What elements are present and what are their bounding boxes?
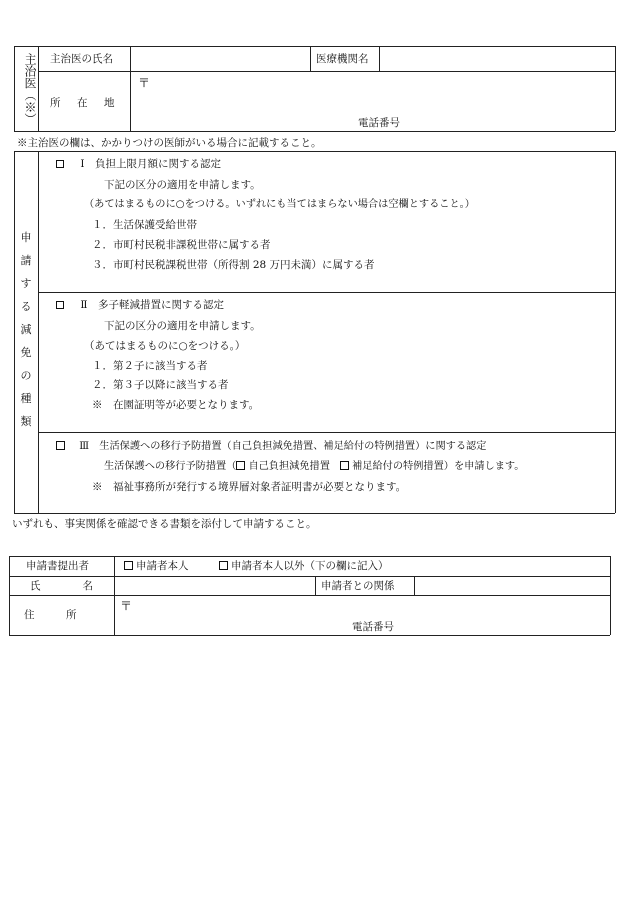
attach-note: いずれも、事実関係を確認できる書類を添付して申請すること。: [12, 518, 317, 530]
option2-title: Ⅱ 多子軽減措置に関する認定: [80, 299, 224, 311]
submitter-relation-label: 申請者との関係: [321, 580, 395, 592]
physician-note: ※主治医の欄は、かかりつけの医師がいる場合に記載すること。: [17, 137, 322, 149]
submitter-postal-mark: 〒: [120, 599, 133, 613]
submitter-label: 申請書提出者: [26, 560, 89, 572]
submitter-option-self[interactable]: 申請者本人: [124, 561, 189, 572]
option2-note: ※ 在園証明等が必要となります。: [92, 399, 260, 411]
physician-phone-label: 電話番号: [358, 117, 400, 129]
submitter-address-label: 住 所: [24, 609, 77, 621]
option2-title-row: [56, 300, 224, 311]
option2-item-1: １．第２子に該当する者: [92, 360, 208, 372]
institution-label: 医療機関名: [316, 53, 369, 65]
option3-checkbox[interactable]: [56, 441, 65, 450]
option1-title: Ⅰ 負担上限月額に関する認定: [80, 158, 221, 170]
submitter-phone-label: 電話番号: [352, 621, 394, 633]
option1-line2: （あてはまるものに○をつける。いずれにも当てはまらない場合は空欄とすること。）: [84, 199, 475, 210]
physician-address-label: 所 在 地: [50, 97, 118, 109]
option2-line2: （あてはまるものに○をつける。）: [84, 340, 246, 352]
submitter-other-checkbox[interactable]: [219, 561, 228, 570]
option3-line1: 生活保護への移行予防措置（ 自己負担減免措置 補足給付の特例措置）を申請します。: [104, 461, 525, 472]
institution-field[interactable]: [388, 54, 608, 66]
option1-item-3: ３．市町村民税課税世帯（所得割 28 万円未満）に属する者: [92, 259, 375, 271]
submitter-self-checkbox[interactable]: [124, 561, 133, 570]
option1-item-2: ２．市町村民税非課税世帯に属する者: [92, 239, 271, 251]
option2-checkbox[interactable]: [56, 301, 64, 309]
postal-mark: 〒: [138, 76, 151, 90]
submitter-name-label: 氏 名: [30, 580, 93, 592]
option1-checkbox[interactable]: [56, 160, 64, 168]
supplementary-benefit-checkbox[interactable]: [340, 461, 349, 470]
self-pay-reduction-checkbox[interactable]: [236, 461, 245, 470]
option3-note: ※ 福祉事務所が発行する境界層対象者証明書が必要となります。: [92, 481, 407, 493]
option1-title-row: [56, 159, 221, 170]
submitter-option-other[interactable]: 申請者本人以外（下の欄に記入）: [219, 561, 389, 572]
option2-line1: 下記の区分の適用を申請します。: [104, 320, 261, 332]
option2-item-2: ２．第３子以降に該当する者: [92, 379, 229, 391]
option3-title: Ⅲ 生活保護への移行予防措置（自己負担減免措置、補足給付の特例措置）に関する認定: [79, 441, 487, 452]
physician-name-field[interactable]: [140, 54, 300, 66]
physician-name-label: 主治医の氏名: [50, 53, 113, 65]
physician-section-label: 主治医（※）: [23, 53, 37, 125]
option3-title-row: [56, 441, 486, 452]
option1-line1: 下記の区分の適用を申請します。: [104, 179, 261, 191]
option1-item-1: １．生活保護受給世帯: [92, 219, 197, 231]
